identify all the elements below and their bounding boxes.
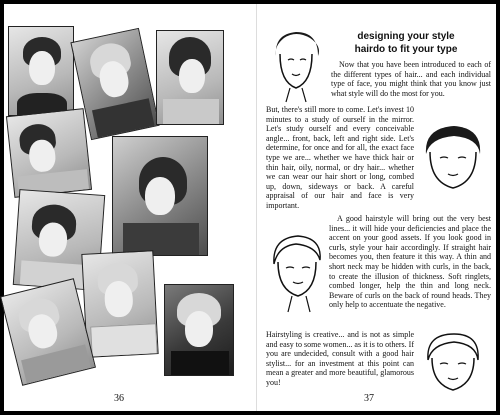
- hairstyle-photo-5: [112, 136, 208, 256]
- heading-line-2: hairdo to fit your type: [354, 44, 458, 55]
- paragraph-3: A good hairstyle will bring out the very best lines... it will hide your deficiencies and place the accent on your good assets. If you look good in curls, style your hair accordingly. If straight hair becomes you, then feature it this way. A thin and short neck may be hidden with curls, in the back, to create the illusion of thickness. Soft ringlets, combed longer, help the thin and long neck. Beware of curls on the back of round heads. They only help to accentuate the negative.: [329, 214, 491, 310]
- paragraph-4: Hairstyling is creative... and is not as simple and easy to some women... as it is to others. If you are undecided, consult with a good hair stylist... for an investment at this point can mean a greater and more beautiful, glamorous you!: [266, 330, 414, 387]
- hairstyle-photo-7: [81, 250, 158, 358]
- hairstyle-photo-8: [164, 284, 234, 376]
- paragraph-2: But, there's still more to come. Let's invest 10 minutes to a study of ourself in the mirror. Let's study ourself and every conceivable angle... front, back, left and right side. Let's determine, for once and for all, the exact face type we are... whether we have thick hair or thin hair, oily, normal, or dry hair... whether we can wear our hair short or long, combed up, down, sideways or back. A careful appraisal of our hair and face is very important.: [266, 105, 414, 210]
- woman-sketch-2: [418, 122, 488, 198]
- hairstyle-photo-4: [6, 108, 92, 198]
- page-gutter: [256, 4, 257, 411]
- book-spread: [4, 4, 496, 411]
- hairstyle-photo-9: [0, 278, 96, 386]
- right-page-number: 37: [364, 393, 374, 404]
- left-page-number: 36: [114, 393, 124, 404]
- woman-sketch-1: [266, 26, 326, 104]
- section-heading: [326, 30, 486, 56]
- paragraph-1: Now that you have been introduced to each of the different types of hair... and each individual type of face, you might think that you know just what style will do the most for you.: [331, 60, 491, 98]
- hairstyle-photo-1: [8, 26, 74, 116]
- woman-sketch-4: [418, 330, 488, 396]
- heading-line-1: designing your style: [357, 31, 455, 42]
- hairstyle-photo-3: [156, 30, 224, 125]
- woman-sketch-3: [266, 230, 326, 314]
